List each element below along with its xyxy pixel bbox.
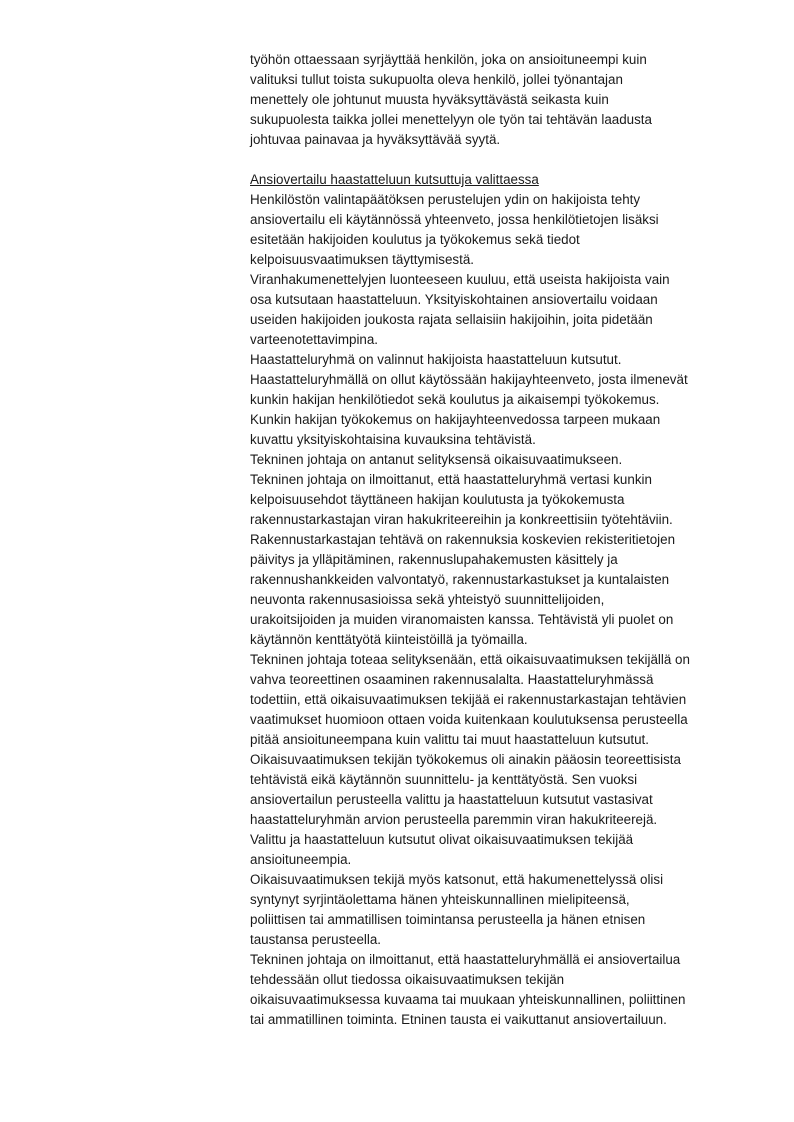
text-line: Oikaisuvaatimuksen tekijä myös katsonut, että hakumenettelyssä olisi (250, 872, 664, 887)
text-line: menettely ole johtunut muusta hyväksyttävästä seikasta kuin (250, 92, 609, 107)
text-line: Henkilöstön valintapäätöksen perustelujen ydin on hakijoista tehty (250, 192, 641, 207)
text-line: urakoitsijoiden ja muiden viranomaisten kanssa. Tehtävistä yli puolet on (250, 612, 674, 627)
text-line: neuvonta rakennusasioissa sekä yhteistyö suunnittelijoiden, (250, 592, 605, 607)
text-line: oikaisuvaatimuksessa kuvaama tai muukaan yhteiskunnallinen, poliittinen (250, 992, 686, 1007)
text-line: työhön ottaessaan syrjäyttää henkilön, joka on ansioituneempi kuin (250, 52, 647, 67)
text-line: Tekninen johtaja on ilmoittanut, että haastatteluryhmä vertasi kunkin (250, 472, 652, 487)
text-line: varteenotettavimpina. (250, 332, 379, 347)
text-line: kelpoisuusvaatimuksen täyttymisestä. (250, 252, 475, 267)
section-heading: Ansiovertailu haastatteluun kutsuttuja valittaessa (250, 172, 539, 187)
text-line: esitetään hakijoiden koulutus ja työkokemus sekä tiedot (250, 232, 580, 247)
text-line: johtuvaa painavaa ja hyväksyttävää syytä. (250, 132, 501, 147)
text-line: Viranhakumenettelyjen luonteeseen kuuluu, että useista hakijoista vain (250, 272, 670, 287)
text-line: kelpoisuusehdot täyttäneen hakijan koulutusta ja työkokemusta (250, 492, 625, 507)
intro-paragraph (250, 50, 770, 150)
text-line: Valittu ja haastatteluun kutsutut olivat oikaisuvaatimuksen tekijää (250, 832, 634, 847)
text-line: vaatimukset huomioon ottaen voida kuitenkaan koulutuksensa perusteella (250, 712, 688, 727)
text-line: sukupuolesta taikka jollei menettelyyn ole työn tai tehtävän laadusta (250, 112, 652, 127)
text-line: todettiin, että oikaisuvaatimuksen tekijää ei rakennustarkastajan tehtävien (250, 692, 687, 707)
text-line: käytännön kenttätyötä kiinteistöillä ja työmailla. (250, 632, 528, 647)
text-line: ansiovertailun perusteella valittu ja haastatteluun kutsutut vastasivat (250, 792, 653, 807)
text-line: päivitys ja ylläpitäminen, rakennuslupahakemusten käsittely ja (250, 552, 618, 567)
text-line: syntynyt syrjintäolettama hänen yhteiskunnallinen mielipiteensä, (250, 892, 630, 907)
blank-line (250, 150, 770, 170)
text-line: Haastatteluryhmällä on ollut käytössään hakijayhteenveto, josta ilmenevät (250, 372, 688, 387)
text-line: ansiovertailu eli käytännössä yhteenveto, jossa henkilötietojen lisäksi (250, 212, 659, 227)
document-page (250, 50, 770, 1030)
text-line: rakennushankkeiden valvontatyö, rakennustarkastukset ja kuntalaisten (250, 572, 670, 587)
text-line: useiden hakijoiden joukosta rajata sellaisiin hakijoihin, joita pidetään (250, 312, 653, 327)
text-line: valituksi tullut toista sukupuolta oleva henkilö, jollei työnantajan (250, 72, 623, 87)
text-line: pitää ansioituneempana kuin valittu tai muut haastatteluun kutsutut. (250, 732, 649, 747)
text-line: Tekninen johtaja toteaa selityksenään, että oikaisuvaatimuksen tekijällä on (250, 652, 690, 667)
text-line: poliittisen tai ammatillisen toimintansa perusteella ja hänen etnisen (250, 912, 646, 927)
text-line: osa kutsutaan haastatteluun. Yksityiskohtainen ansiovertailu voidaan (250, 292, 658, 307)
text-line: Oikaisuvaatimuksen tekijän työkokemus oli ainakin pääosin teoreettisista (250, 752, 681, 767)
text-line: rakennustarkastajan viran hakukriteereihin ja konkreettisiin työtehtäviin. (250, 512, 673, 527)
text-line: tehdessään ollut tiedossa oikaisuvaatimuksen tekijän (250, 972, 565, 987)
text-line: Haastatteluryhmä on valinnut hakijoista haastatteluun kutsutut. (250, 352, 622, 367)
text-line: haastatteluryhmän arvion perusteella paremmin viran hakukriteerejä. (250, 812, 658, 827)
text-line: kunkin hakijan henkilötiedot sekä koulutus ja aikaisempi työkokemus. (250, 392, 660, 407)
text-line: Rakennustarkastajan tehtävä on rakennuksia koskevien rekisteritietojen (250, 532, 676, 547)
text-line: tai ammatillinen toiminta. Etninen tausta ei vaikuttanut ansiovertailuun. (250, 1012, 667, 1027)
text-line: tehtävistä eikä käytännön suunnittelu- ja kenttätyöstä. Sen vuoksi (250, 772, 638, 787)
text-line: kuvattu yksityiskohtaisina kuvauksina tehtävistä. (250, 432, 536, 447)
section-body (250, 190, 770, 1030)
text-line: Kunkin hakijan työkokemus on hakijayhteenvedossa tarpeen mukaan (250, 412, 661, 427)
text-line: vahva teoreettinen osaaminen rakennusalalta. Haastatteluryhmässä (250, 672, 654, 687)
text-line: ansioituneempia. (250, 852, 352, 867)
text-line: Tekninen johtaja on ilmoittanut, että haastatteluryhmällä ei ansiovertailua (250, 952, 681, 967)
text-line: taustansa perusteella. (250, 932, 382, 947)
text-line: Tekninen johtaja on antanut selityksensä oikaisuvaatimukseen. (250, 452, 623, 467)
